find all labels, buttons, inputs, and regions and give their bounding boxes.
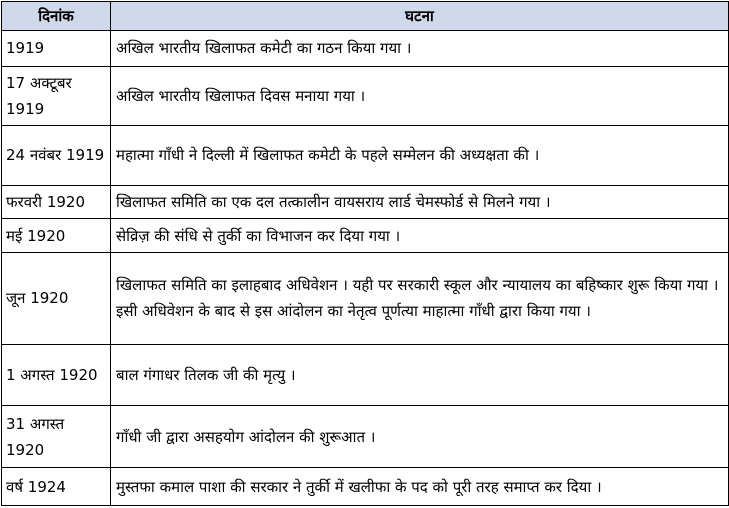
table-row xyxy=(2,31,729,67)
event-cell: गाँधी जी द्वारा असहयोग आंदोलन की शुरूआत । xyxy=(111,406,729,468)
header-date: दिनांक xyxy=(2,2,111,31)
date-cell: 1 अगस्त 1920 xyxy=(2,344,111,406)
table-row xyxy=(2,252,729,344)
header-row xyxy=(2,2,729,31)
khilafat-timeline-table xyxy=(1,1,729,506)
table-row xyxy=(2,406,729,468)
event-cell: सेव्रिज़ की संधि से तुर्की का विभाजन कर दिया गया । xyxy=(111,219,729,253)
event-cell: खिलाफत समिति का इलाहबाद अधिवेशन । यही पर सरकारी स्कूल और न्यायालय का बहिष्कार शुरू किया गया । इसी अधिवेशन के बाद से इस आंदोलन का नेतृत्व पूर्णत्या माहात्मा गाँधी द्वारा किया गया । xyxy=(111,252,729,344)
date-cell: 1919 xyxy=(2,31,111,67)
table-row xyxy=(2,185,729,219)
date-cell: 31 अगस्त 1920 xyxy=(2,406,111,468)
table-row xyxy=(2,126,729,186)
date-cell: 17 अक्टूबर 1919 xyxy=(2,66,111,126)
date-cell: वर्ष 1924 xyxy=(2,468,111,506)
event-cell: बाल गंगाधर तिलक जी की मृत्यु । xyxy=(111,344,729,406)
event-cell: अखिल भारतीय खिलाफत दिवस मनाया गया । xyxy=(111,66,729,126)
table-row xyxy=(2,66,729,126)
event-cell: महात्मा गाँधी ने दिल्ली में खिलाफत कमेटी के पहले सम्मेलन की अध्यक्षता की । xyxy=(111,126,729,186)
table-row xyxy=(2,468,729,506)
date-cell: फरवरी 1920 xyxy=(2,185,111,219)
table-row xyxy=(2,219,729,253)
header-event: घटना xyxy=(111,2,729,31)
date-cell: 24 नवंबर 1919 xyxy=(2,126,111,186)
event-cell: अखिल भारतीय खिलाफत कमेटी का गठन किया गया । xyxy=(111,31,729,67)
date-cell: मई 1920 xyxy=(2,219,111,253)
event-cell: मुस्तफा कमाल पाशा की सरकार ने तुर्की में खलीफा के पद को पूरी तरह समाप्त कर दिया । xyxy=(111,468,729,506)
date-cell: जून 1920 xyxy=(2,252,111,344)
event-cell: खिलाफत समिति का एक दल तत्कालीन वायसराय लार्ड चेमस्फोर्ड से मिलने गया । xyxy=(111,185,729,219)
table-row xyxy=(2,344,729,406)
